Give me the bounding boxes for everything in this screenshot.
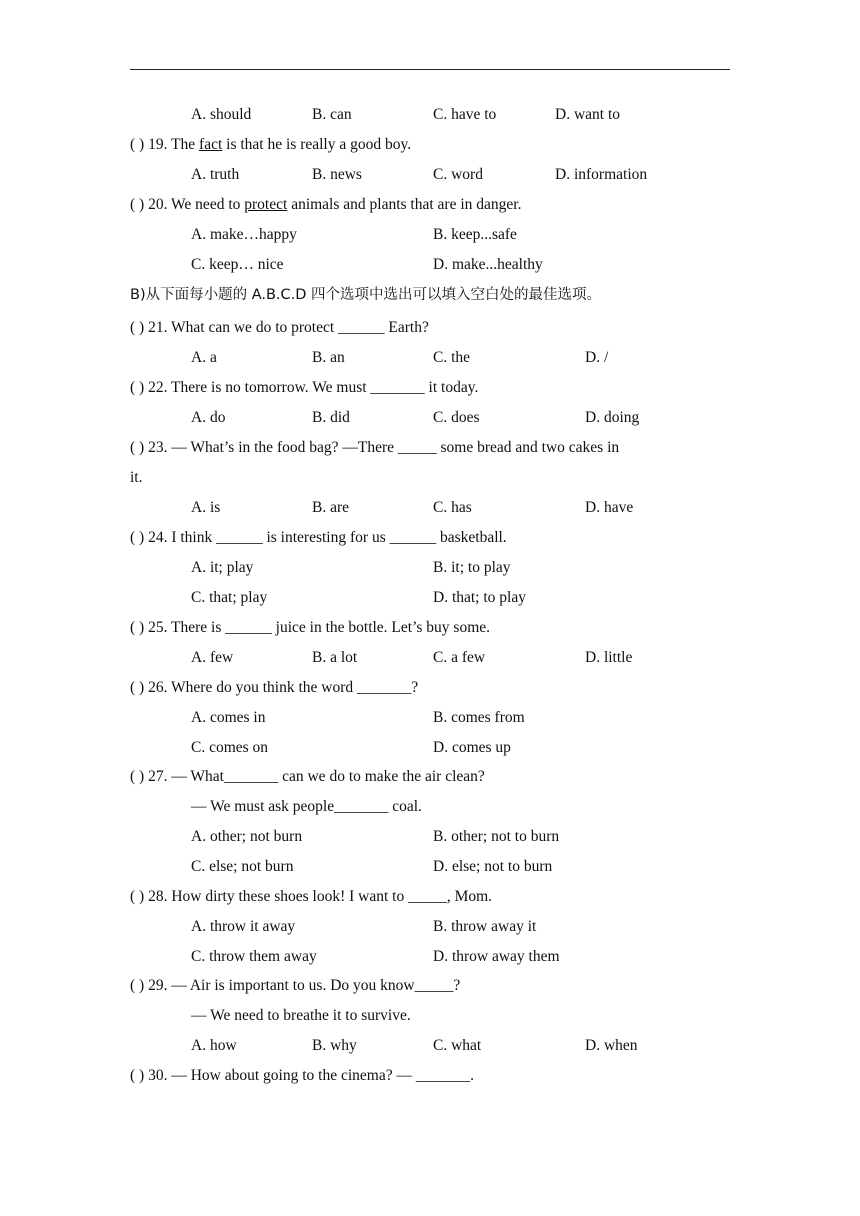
q26-option-b[interactable]: B. comes from xyxy=(433,709,525,726)
option-d[interactable]: D. want to xyxy=(555,106,621,123)
q27-option-d[interactable]: D. else; not to burn xyxy=(433,858,553,875)
q23-option-c[interactable]: C. has xyxy=(433,499,472,516)
section-b-heading: B)从下面每小题的 A.B.C.D 四个选项中选出可以填入空白处的最佳选项。 xyxy=(130,287,602,303)
q19-option-d[interactable]: D. information xyxy=(555,166,648,183)
question-21: ( ) 21. What can we do to protect ______ Earth? xyxy=(130,319,429,336)
q28-option-c[interactable]: C. throw them away xyxy=(191,948,317,965)
q25-option-d[interactable]: D. little xyxy=(585,649,633,666)
q29-option-a[interactable]: A. how xyxy=(191,1037,237,1054)
q21-option-d[interactable]: D. / xyxy=(585,349,609,366)
q21-option-b[interactable]: B. an xyxy=(312,349,345,366)
q24-option-d[interactable]: D. that; to play xyxy=(433,589,526,606)
question-24: ( ) 24. I think ______ is interesting for us ______ basketball. xyxy=(130,529,507,546)
q22-option-d[interactable]: D. doing xyxy=(585,409,640,426)
question-27-line2: — We must ask people_______ coal. xyxy=(191,798,422,815)
q26-option-c[interactable]: C. comes on xyxy=(191,739,269,756)
q22-option-b[interactable]: B. did xyxy=(312,409,350,426)
question-23-continued: it. xyxy=(130,469,143,486)
option-b[interactable]: B. can xyxy=(312,106,352,123)
q21-option-a[interactable]: A. a xyxy=(191,349,217,366)
question-28: ( ) 28. How dirty these shoes look! I want to _____, Mom. xyxy=(130,888,493,905)
q19-option-c[interactable]: C. word xyxy=(433,166,483,183)
q28-option-d[interactable]: D. throw away them xyxy=(433,948,560,965)
q22-option-a[interactable]: A. do xyxy=(191,409,226,426)
q29-option-c[interactable]: C. what xyxy=(433,1037,482,1054)
q20-option-a[interactable]: A. make…happy xyxy=(191,226,297,243)
q25-option-c[interactable]: C. a few xyxy=(433,649,486,666)
question-26: ( ) 26. Where do you think the word _______? xyxy=(130,679,419,696)
q29-option-b[interactable]: B. why xyxy=(312,1037,357,1054)
question-27: ( ) 27. — What_______ can we do to make the air clean? xyxy=(130,768,485,785)
q23-option-b[interactable]: B. are xyxy=(312,499,350,516)
question-19: ( ) 19. The fact is that he is really a good boy. xyxy=(130,136,412,153)
q23-option-d[interactable]: D. have xyxy=(585,499,634,516)
underlined-word: protect xyxy=(244,196,288,213)
q25-option-a[interactable]: A. few xyxy=(191,649,234,666)
q28-option-a[interactable]: A. throw it away xyxy=(191,918,296,935)
question-29: ( ) 29. — Air is important to us. Do you know_____? xyxy=(130,977,461,994)
q23-option-a[interactable]: A. is xyxy=(191,499,221,516)
q19-option-b[interactable]: B. news xyxy=(312,166,362,183)
question-30: ( ) 30. — How about going to the cinema? — _______. xyxy=(130,1067,474,1084)
q27-option-c[interactable]: C. else; not burn xyxy=(191,858,294,875)
q28-option-b[interactable]: B. throw away it xyxy=(433,918,537,935)
option-c[interactable]: C. have to xyxy=(433,106,497,123)
q21-option-c[interactable]: C. the xyxy=(433,349,471,366)
q24-option-c[interactable]: C. that; play xyxy=(191,589,268,606)
q25-option-b[interactable]: B. a lot xyxy=(312,649,358,666)
q20-option-b[interactable]: B. keep...safe xyxy=(433,226,517,243)
q20-option-d[interactable]: D. make...healthy xyxy=(433,256,543,273)
q20-option-c[interactable]: C. keep… nice xyxy=(191,256,284,273)
question-22: ( ) 22. There is no tomorrow. We must _______ it today. xyxy=(130,379,479,396)
q24-option-a[interactable]: A. it; play xyxy=(191,559,254,576)
question-20: ( ) 20. We need to protect animals and plants that are in danger. xyxy=(130,196,522,213)
q26-option-d[interactable]: D. comes up xyxy=(433,739,511,756)
q22-option-c[interactable]: C. does xyxy=(433,409,480,426)
q26-option-a[interactable]: A. comes in xyxy=(191,709,266,726)
option-a[interactable]: A. should xyxy=(191,106,252,123)
header-rule xyxy=(130,69,730,70)
question-25: ( ) 25. There is ______ juice in the bottle. Let’s buy some. xyxy=(130,619,491,636)
q27-option-b[interactable]: B. other; not to burn xyxy=(433,828,560,845)
q29-option-d[interactable]: D. when xyxy=(585,1037,638,1054)
q24-option-b[interactable]: B. it; to play xyxy=(433,559,511,576)
q27-option-a[interactable]: A. other; not burn xyxy=(191,828,303,845)
underlined-word: fact xyxy=(199,136,223,153)
q19-option-a[interactable]: A. truth xyxy=(191,166,240,183)
question-23: ( ) 23. — What’s in the food bag? —There _____ some bread and two cakes in xyxy=(130,439,620,456)
question-29-line2: — We need to breathe it to survive. xyxy=(191,1007,411,1024)
